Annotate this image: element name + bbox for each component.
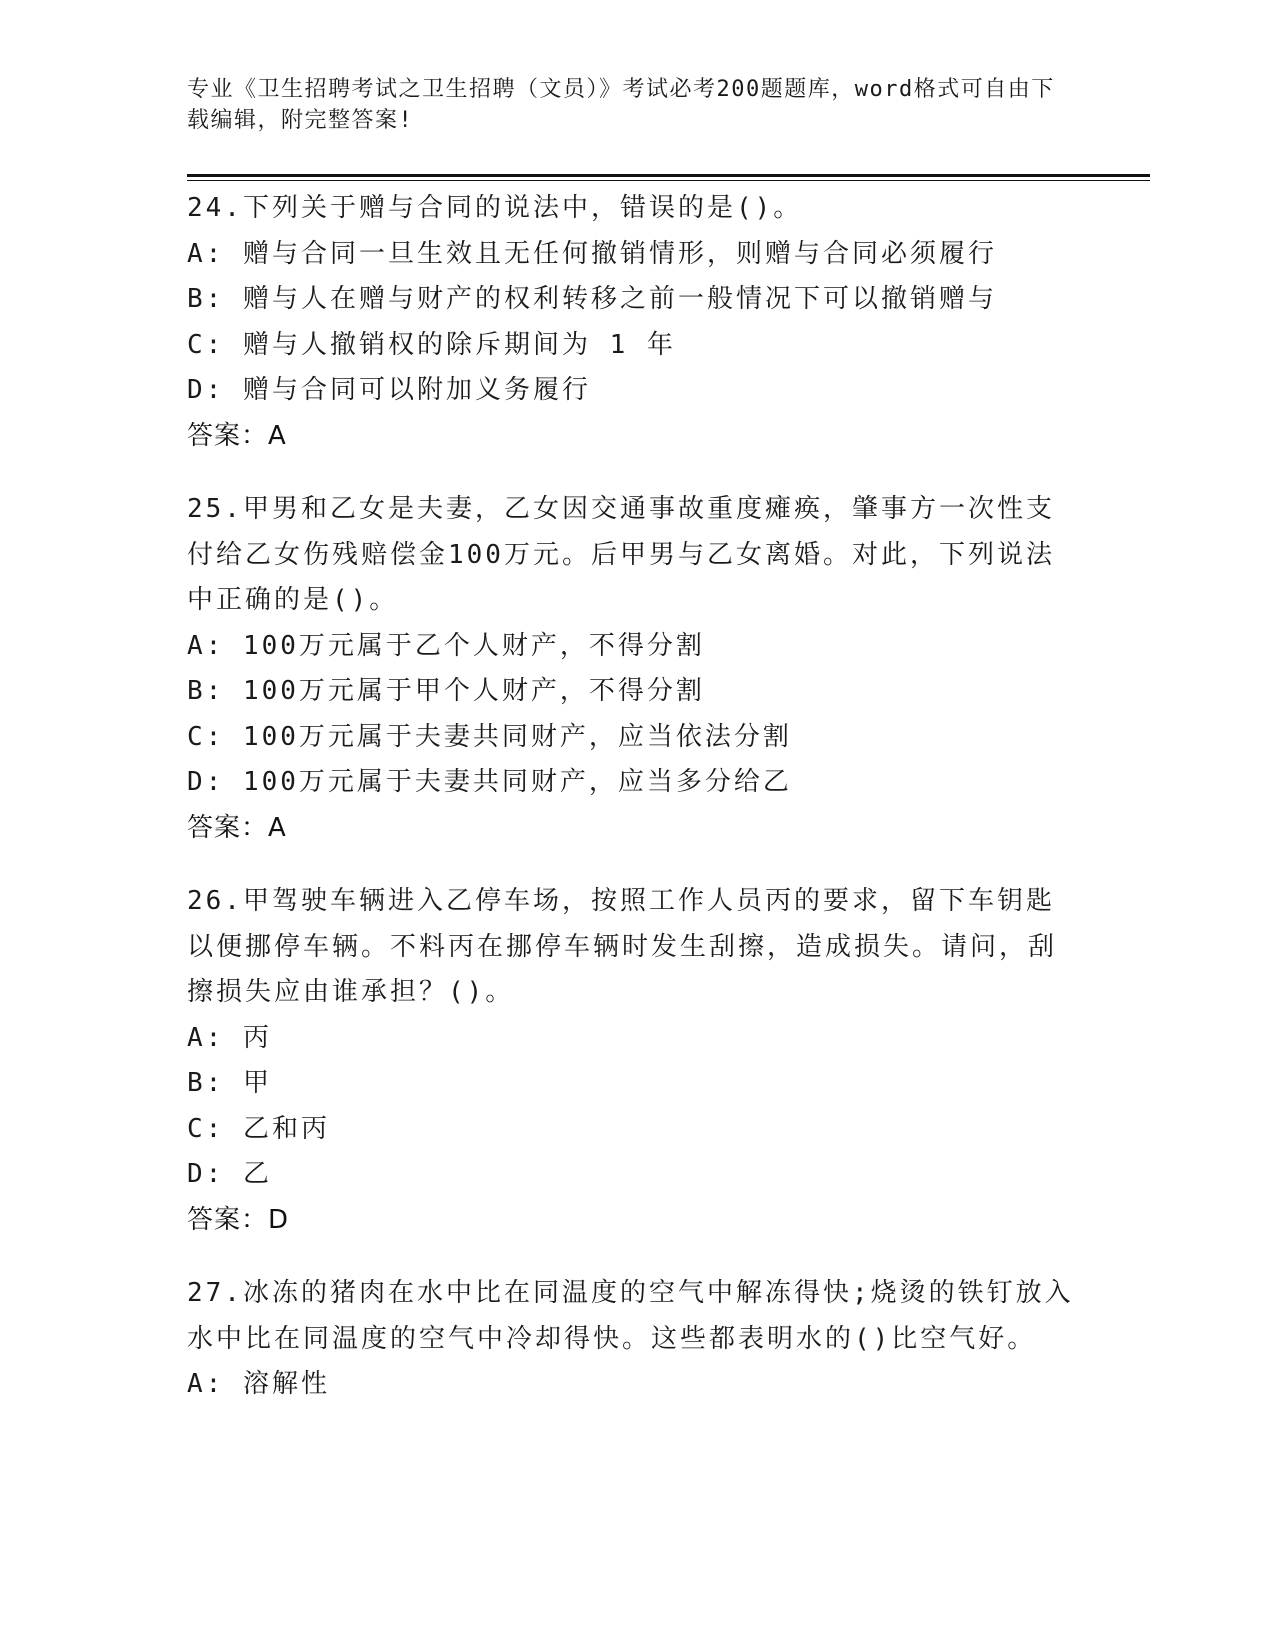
question-stem: 25.甲男和乙女是夫妻，乙女因交通事故重度瘫痪，肇事方一次性支付给乙女伤残赔偿金100万元。后甲男与乙女离婚。对此，下列说法中正确的是()。 [187, 494, 1055, 615]
header-divider-thin [187, 180, 1150, 181]
option-b: B: 甲 [187, 1068, 272, 1098]
document-header: 专业《卫生招聘考试之卫生招聘（文员）》考试必考200题题库，word格式可自由下载编辑，附完整答案! [187, 77, 1055, 133]
answer-line: 答案：A [187, 812, 287, 843]
question-26 [187, 879, 1077, 1243]
option-b: B: 100万元属于甲个人财产，不得分割 [187, 676, 705, 706]
option-c: C: 赠与人撤销权的除斥期间为 1 年 [187, 329, 676, 360]
header-divider-thick [187, 174, 1150, 177]
option-b: B: 赠与人在赠与财产的权利转移之前一般情况下可以撤销赠与 [187, 284, 997, 314]
option-d: D: 乙 [187, 1159, 272, 1189]
question-stem: 24.下列关于赠与合同的说法中，错误的是()。 [187, 193, 803, 223]
question-stem: 26.甲驾驶车辆进入乙停车场，按照工作人员丙的要求，留下车钥匙以便挪停车辆。不料丙在挪停车辆时发生刮擦，造成损失。请问，刮擦损失应由谁承担？()。 [187, 886, 1058, 1007]
option-c: C: 100万元属于夫妻共同财产，应当依法分割 [187, 721, 792, 752]
option-d: D: 100万元属于夫妻共同财产，应当多分给乙 [187, 767, 792, 797]
question-27 [187, 1271, 1077, 1408]
option-a: A: 赠与合同一旦生效且无任何撤销情形，则赠与合同必须履行 [187, 238, 997, 269]
option-a: A: 溶解性 [187, 1369, 330, 1399]
question-list [187, 186, 1077, 1436]
option-a: A: 100万元属于乙个人财产，不得分割 [187, 630, 705, 661]
question-25 [187, 487, 1077, 851]
option-d: D: 赠与合同可以附加义务履行 [187, 375, 591, 405]
question-stem: 27.冰冻的猪肉在水中比在同温度的空气中解冻得快;烧烫的铁钉放入水中比在同温度的空气中冷却得快。这些都表明水的()比空气好。 [187, 1278, 1074, 1354]
option-a: A: 丙 [187, 1022, 272, 1053]
answer-line: 答案：D [187, 1204, 290, 1235]
question-24 [187, 186, 1077, 459]
option-c: C: 乙和丙 [187, 1113, 330, 1144]
answer-line: 答案：A [187, 420, 287, 451]
